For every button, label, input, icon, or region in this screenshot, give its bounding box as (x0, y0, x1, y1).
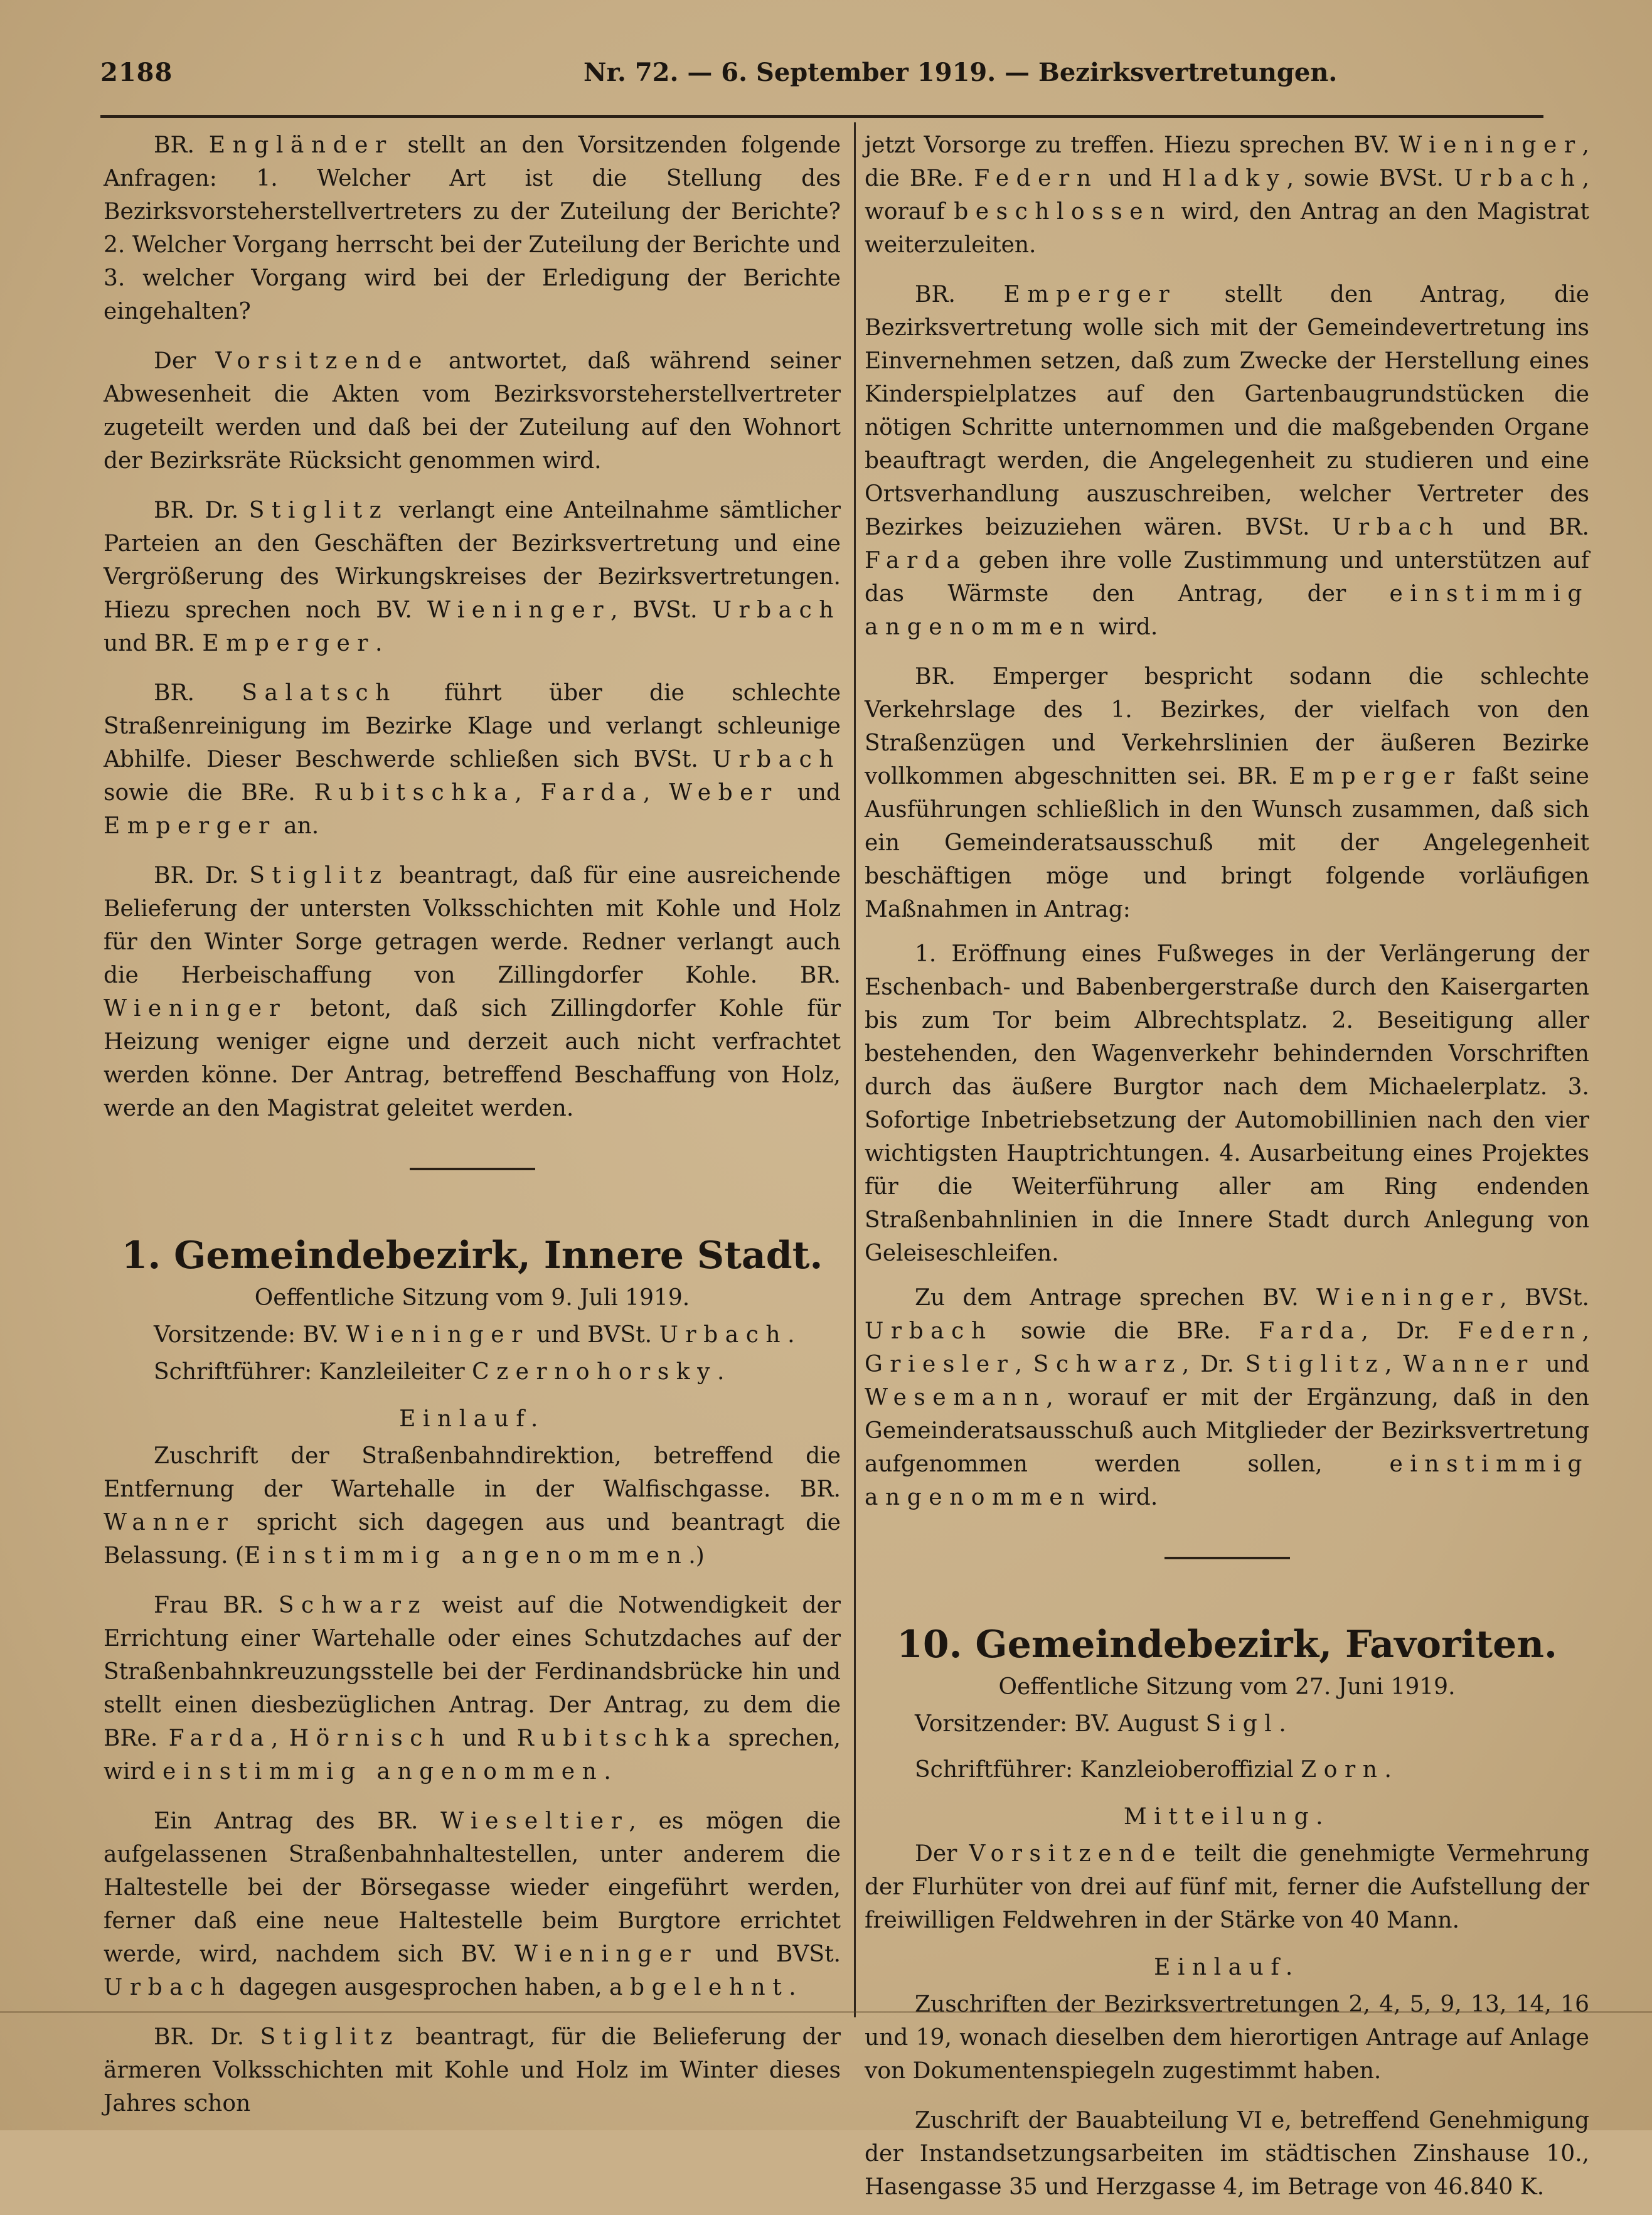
left-paragraph: Der Vorsitzende antwortet, daß während seiner Abwesenheit die Akten vom Bezirksvorsteherstellvertreter zugeteilt werden und daß bei der Zuteilung auf den Wohnort der Bezirksräte Rücksicht genommen wird. (104, 348, 841, 474)
secretary-line (915, 1753, 1589, 1786)
spaced-emphasis: Wieninger (1316, 1285, 1500, 1311)
header-rule (100, 115, 1543, 118)
spaced-emphasis: Wieninger (514, 1941, 698, 1967)
spaced-emphasis: Emperger (1289, 764, 1462, 789)
chair-label: Vorsitzender: (915, 1711, 1068, 1737)
secretary-line (154, 1355, 841, 1389)
section-paragraph: Zuschriften der Bezirksvertretungen 2, 4, 5, 9, 13, 14, 16 und 19, wonach dieselben dem hierortigen Antrage auf Anlage von Dokumentenspiegeln zugestimmt haben. (865, 1992, 1589, 2084)
spaced-emphasis: Zorn (1301, 1757, 1385, 1783)
spaced-emphasis: Rubitschka (516, 1726, 718, 1751)
spaced-emphasis: Salatsch (242, 680, 397, 706)
spaced-emphasis: Stiglitz (260, 2024, 400, 2050)
spaced-emphasis: Weber (669, 780, 779, 806)
section-title-district-1: 1. Gemeindebezirk, Innere Stadt. (121, 1234, 823, 1278)
section-separator (1164, 1557, 1290, 1559)
spaced-emphasis: Urbach (104, 1975, 232, 2000)
spaced-emphasis: beschlossen (954, 199, 1172, 225)
section-paragraph: Zuschrift der Bauabteilung VI e, betreffend Genehmigung der Instandsetzungsarbeiten im städtischen Zinshause 10., Hasengasse 35 und Herzgasse 4, im Betrage von 46.840 K. (865, 2108, 1589, 2200)
spaced-emphasis: einstimmig angenommen (865, 1451, 1589, 1510)
secretary-label: Schriftführer: (915, 1757, 1074, 1783)
spaced-emphasis: Vorsitzende (215, 348, 429, 374)
right-paragraph: jetzt Vorsorge zu treffen. Hiezu sprechen BV. Wieninger, die BRe. Federn und Hladky, sowie BVSt. Urbach, worauf beschlossen wird, den Antrag an den Magistrat weiterzuleiten. (865, 132, 1589, 258)
spaced-emphasis: Farda (1259, 1318, 1362, 1344)
right-column (865, 129, 1589, 2215)
spaced-emphasis: Wieninger (346, 1322, 530, 1348)
spaced-emphasis: Griesler (865, 1352, 1015, 1377)
spaced-emphasis: Einstimmig angenommen (244, 1543, 689, 1569)
paper-crease (0, 2011, 1652, 2013)
section-title-district-10: 10. Gemeindebezirk, Favoriten. (897, 1623, 1557, 1667)
spaced-emphasis: Czernohorsky (472, 1359, 717, 1385)
spaced-emphasis: Farda (540, 780, 643, 806)
chair-line (154, 1318, 841, 1352)
column-divider (854, 122, 856, 2017)
spaced-emphasis: Urbach (712, 597, 841, 623)
spaced-emphasis: Urbach (1332, 515, 1461, 540)
section-paragraph: Der Vorsitzende teilt die genehmigte Vermehrung der Flurhüter von drei auf fünf mit, ferner die Aufstellung der freiwilligen Feldwehren in der Stärke von 40 Mann. (865, 1841, 1589, 1933)
page-header (100, 58, 1543, 102)
secretary-names: Kanzleileiter Czernohorsky. (312, 1359, 725, 1385)
left-paragraph: BR. Engländer stellt an den Vorsitzenden folgende Anfragen: 1. Welcher Art ist die Stellung des Bezirksvorsteherstellvertreters zu der Zuteilung der Berichte? 2. Welcher Vorgang herrscht bei der Zuteilung der Berichte und 3. welcher Vorgang wird bei der Erledigung der Berichte eingehalten? (104, 132, 841, 324)
session-date: Oeffentliche Sitzung vom 27. Juni 1919. (998, 1674, 1456, 1700)
spaced-emphasis: Rubitschka (314, 780, 515, 806)
spaced-emphasis: Urbach (865, 1318, 993, 1344)
chair-names: BV. Wieninger und BVSt. Urbach. (295, 1322, 795, 1348)
spaced-emphasis: Wieninger (427, 597, 611, 623)
spaced-emphasis: Wanner (1403, 1352, 1535, 1377)
spaced-emphasis: Farda (168, 1726, 271, 1751)
spaced-emphasis: Farda (865, 548, 967, 574)
spaced-emphasis: Vorsitzende (969, 1841, 1183, 1867)
spaced-emphasis: Stiglitz (249, 863, 389, 889)
spaced-emphasis: Urbach (659, 1322, 788, 1348)
spaced-emphasis: Federn (974, 166, 1099, 191)
page-number: 2188 (100, 58, 173, 87)
running-title: Nr. 72. — 6. September 1919. — Bezirksvertretungen. (584, 58, 1338, 87)
spaced-emphasis: Sigl (1205, 1711, 1279, 1737)
subhead-mitteilung: Mitteilung. (1123, 1804, 1331, 1830)
spaced-emphasis: einstimmig angenommen (163, 1759, 604, 1785)
spaced-emphasis: Engländer (208, 132, 393, 158)
section-paragraph: BR. Dr. Stiglitz beantragt, für die Belieferung der ärmeren Volksschichten mit Kohle und Holz im Winter dieses Jahres schon (104, 2024, 841, 2116)
section-paragraph: Ein Antrag des BR. Wieseltier, es mögen die aufgelassenen Straßenbahnhaltestellen, unter anderem die Haltestelle bei der Börsegasse wieder eingeführt werden, ferner daß eine neue Haltestelle beim Burgtore errichtet werde, wird, nachdem sich BV. Wieninger und BVSt. Urbach dagegen ausgesprochen haben, abgelehnt. (104, 1808, 841, 2000)
spaced-emphasis: Schwarz (278, 1593, 427, 1618)
spaced-emphasis: Wanner (104, 1510, 235, 1535)
spaced-emphasis: Wieseltier (440, 1808, 629, 1834)
spaced-emphasis: Emperger (104, 813, 277, 839)
chair-label: Vorsitzende: (154, 1322, 296, 1348)
spaced-emphasis: Emperger (1003, 282, 1177, 307)
right-paragraph: Zu dem Antrage sprechen BV. Wieninger, BVSt. Urbach sowie die BRe. Farda, Dr. Federn, Griesler, Schwarz, Dr. Stiglitz, Wanner und Wesemann, worauf er mit der Ergänzung, daß in den Gemeinderatsausschuß auch Mitglieder der Bezirksvertretung aufgenommen werden sollen, einstimmig angenommen wird. (865, 1285, 1590, 1510)
spaced-emphasis: Urbach (712, 747, 841, 772)
secretary-label: Schriftführer: (154, 1359, 312, 1385)
section-paragraph: Frau BR. Schwarz weist auf die Notwendigkeit der Errichtung einer Wartehalle oder eines Schutzdaches auf der Straßenbahnkreuzungsstelle bei der Ferdinandsbrücke hin und stellt einen diesbezüglichen Antrag. Der Antrag, zu dem die BRe. Farda, Hörnisch und Rubitschka sprechen, wird einstimmig angenommen. (104, 1593, 841, 1785)
left-column (104, 129, 841, 2132)
spaced-emphasis: Urbach (1454, 166, 1582, 191)
left-paragraph: BR. Salatsch führt über die schlechte Straßenreinigung im Bezirke Klage und verlangt schleunige Abhilfe. Dieser Beschwerde schließen sich BVSt. Urbach sowie die BRe. Rubitschka, Farda, Weber und Emperger an. (104, 680, 841, 839)
section-paragraph: Zuschrift der Straßenbahndirektion, betreffend die Entfernung der Wartehalle in der Walfischgasse. BR. Wanner spricht sich dagegen aus und beantragt die Belassung. (Einstimmig angenommen.) (104, 1443, 841, 1569)
spaced-emphasis: Wieninger (104, 996, 287, 1022)
chair-line (915, 1707, 1589, 1741)
section-separator (410, 1168, 535, 1170)
spaced-emphasis: Hörnisch (289, 1726, 452, 1751)
spaced-emphasis: Emperger (202, 631, 376, 656)
spaced-emphasis: abgelehnt (609, 1975, 789, 2000)
right-paragraph: BR. Emperger stellt den Antrag, die Bezirksvertretung wolle sich mit der Gemeindevertretung ins Einvernehmen setzen, daß zum Zwecke der Herstellung eines Kinderspielplatzes auf den Gartenbaugrundstücken die nötigen Schritte unternommen und die maßgebenden Organe beauftragt werden, die Angelegenheit zu studieren und eine Ortsverhandlung auszuschreiben, welcher Vertreter des Bezirkes beizuziehen wären. BVSt. Urbach und BR. Farda geben ihre volle Zustimmung und unterstützen auf das Wärmste den Antrag, der einstimmig angenommen wird. (865, 282, 1589, 640)
secretary-names: Kanzleioberoffizial Zorn. (1073, 1757, 1392, 1783)
spaced-emphasis: Hladky (1161, 166, 1287, 191)
subhead-einlauf: Einlauf. (1154, 1955, 1300, 1980)
left-paragraph: BR. Dr. Stiglitz verlangt eine Anteilnahme sämtlicher Parteien an den Geschäften der Bezirksvertretung und eine Vergrößerung des Wirkungskreises der Bezirksvertretungen. Hiezu sprechen noch BV. Wieninger, BVSt. Urbach und BR. Emperger. (104, 498, 841, 656)
subhead-einlauf: Einlauf. (399, 1406, 545, 1432)
spaced-emphasis: Schwarz (1033, 1352, 1182, 1377)
right-paragraph: BR. Emperger bespricht sodann die schlechte Verkehrslage des 1. Bezirkes, der vielfach von den Straßenzügen und Verkehrslinien der äußeren Bezirke vollkommen abgeschnitten sei. BR. Emperger faßt seine Ausführungen schließlich in den Wunsch zusammen, daß sich ein Gemeinderatsausschuß mit der Angelegenheit beschäftigen möge und bringt folgende vorläufigen Maßnahmen in Antrag: (865, 664, 1589, 922)
spaced-emphasis: einstimmig angenommen (865, 581, 1589, 640)
chair-names: BV. August Sigl. (1067, 1711, 1286, 1737)
spaced-emphasis: Wesemann (865, 1385, 1047, 1411)
left-paragraph: BR. Dr. Stiglitz beantragt, daß für eine ausreichende Belieferung der untersten Volksschichten mit Kohle und Holz für den Winter Sorge getragen werde. Redner verlangt auch die Herbeischaffung von Zillingdorfer Kohle. BR. Wieninger betont, daß sich Zillingdorfer Kohle für Heizung weniger eigne und derzeit auch nicht verfrachtet werden könne. Der Antrag, betreffend Beschaffung von Holz, werde an den Magistrat geleitet werden. (104, 863, 841, 1121)
spaced-emphasis: Stiglitz (248, 498, 389, 523)
right-paragraph: 1. Eröffnung eines Fußweges in der Verlängerung der Eschenbach- und Babenbergerstraße durch den Kaisergarten bis zum Tor beim Albrechtsplatz. 2. Beseitigung aller bestehenden, den Wagenverkehr behindernden Vorschriften durch das äußere Burgtor nach dem Michaelerplatz. 3. Sofortige Inbetriebsetzung der Automobillinien nach den vier wichtigsten Hauptrichtungen. 4. Ausarbeitung eines Projektes für die Weiterführung aller am Ring endenden Straßenbahnlinien in die Innere Stadt durch Anlegung von Geleiseschleifen. (865, 941, 1589, 1266)
spaced-emphasis: Federn (1457, 1318, 1582, 1344)
spaced-emphasis: Wieninger (1399, 132, 1582, 158)
spaced-emphasis: Stiglitz (1245, 1352, 1385, 1377)
session-date: Oeffentliche Sitzung vom 9. Juli 1919. (254, 1285, 690, 1311)
